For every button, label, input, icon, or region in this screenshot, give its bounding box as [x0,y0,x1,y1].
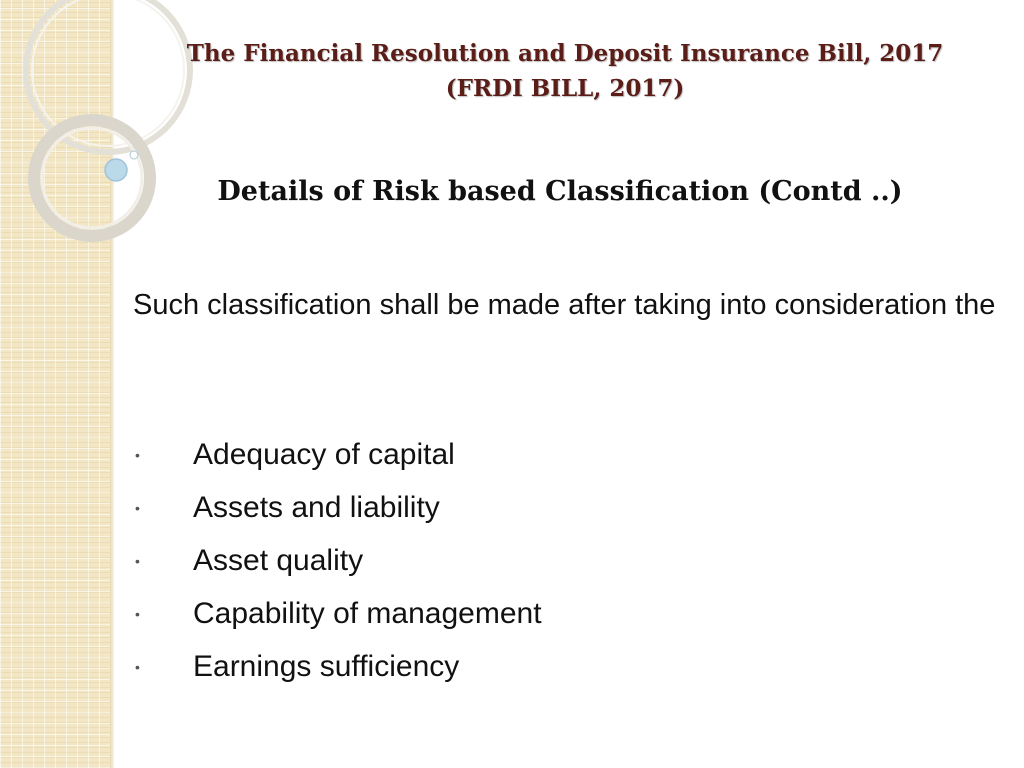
slide-subtitle: Details of Risk based Classification (Contd ..) [217,176,903,207]
bullet-item [132,640,542,693]
bullet-list [132,428,542,693]
title-line-2: (FRDI BILL, 2017) [445,75,685,102]
bullet-item [132,534,542,587]
bullet-text: Adequacy of capital [193,437,455,471]
bullet-item [132,428,542,481]
bullet-dot-icon: • [135,552,140,569]
bullet-text: Earnings sufficiency [193,649,460,683]
bullet-item [132,587,542,640]
slide-title [150,36,980,106]
title-line-1: The Financial Resolution and Deposit Insurance Bill, 2017 [186,40,944,67]
bullet-text: Assets and liability [193,490,440,524]
bullet-dot-icon: • [135,605,140,622]
bullet-dot-icon: • [135,446,140,463]
bullet-text: Capability of management [193,596,542,630]
intro-paragraph: Such classification shall be made after taking into consideration the [133,289,996,321]
bullet-text: Asset quality [193,543,364,577]
bullet-dot-icon: • [135,658,140,675]
bullet-dot-icon: • [135,499,140,516]
bullet-item [132,481,542,534]
